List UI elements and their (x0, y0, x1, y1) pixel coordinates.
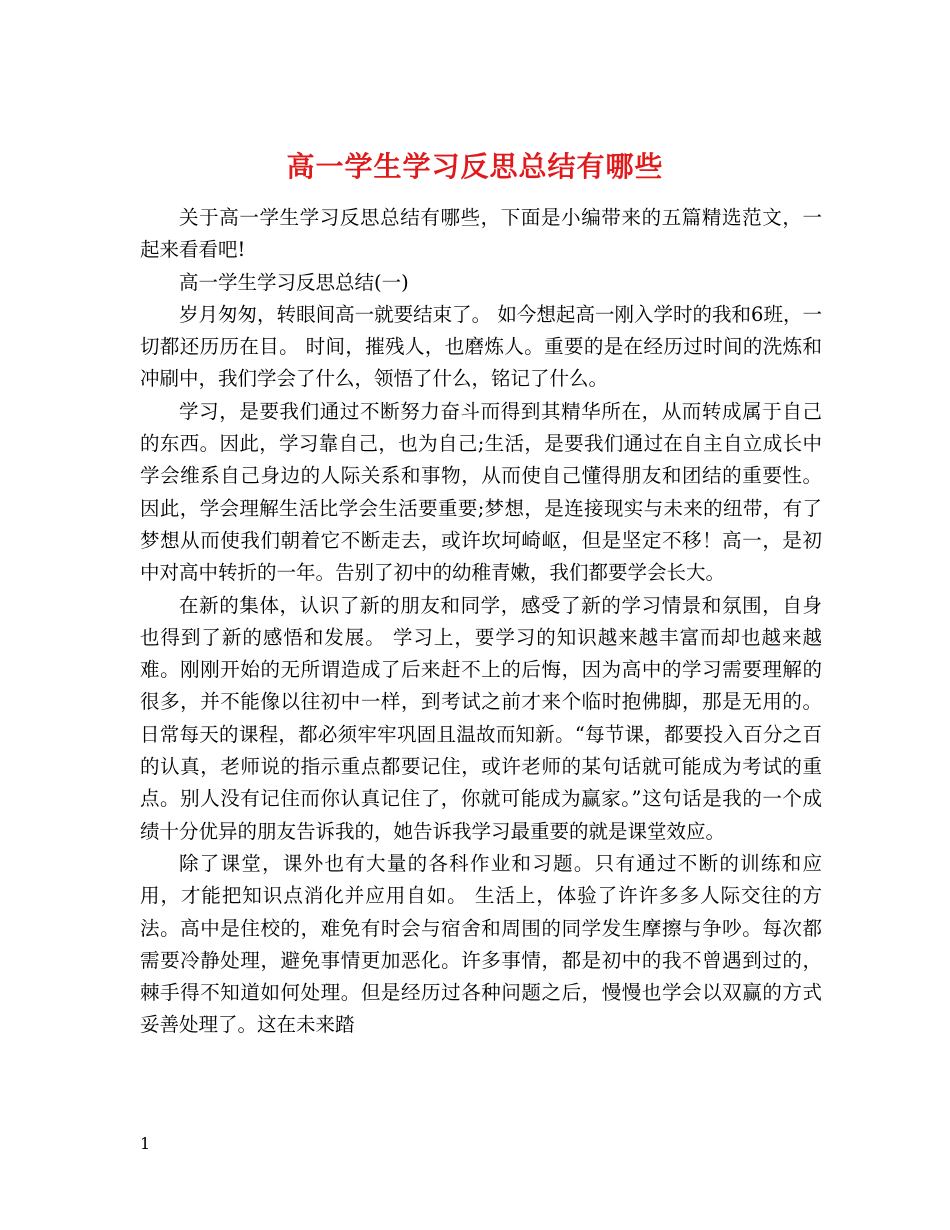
document-body (140, 202, 822, 1042)
document-title: 高一学生学习反思总结有哪些 (286, 149, 664, 183)
body-paragraph: 在新的集体，认识了新的朋友和同学，感受了新的学习情景和氛围，自身也得到了新的感悟和发展。 学习上，要学习的知识越来越丰富而却也越来越难。刚刚开始的无所谓造成了后来赶不上的后悔，因为高中的学习需要理解的很多，并不能像以往初中一样，到考试之前才来个临时抱佛脚，那是无用的。日常每天的课程，都必须牢牢巩固且温故而知新。“每节课，都要投入百分之百的认真，老师说的指示重点都要记住，或许老师的某句话就可能成为考试的重点。别人没有记住而你认真记住了，你就可能成为赢家。”这句话是我的一个成绩十分优异的朋友告诉我的，她告诉我学习最重要的就是课堂效应。 (140, 593, 822, 843)
body-paragraph: 学习，是要我们通过不断努力奋斗而得到其精华所在，从而转成属于自己的东西。因此，学习靠自己，也为自己;生活，是要我们通过在自主自立成长中学会维系自己身边的人际关系和事物，从而使自己懂得朋友和团结的重要性。因此，学会理解生活比学会生活要重要;梦想，是连接现实与未来的纽带，有了梦想从而使我们朝着它不断走去，或许坎坷崎岖，但是坚定不移！高一，是初中对高中转折的一年。告别了初中的幼稚青嫩，我们都要学会长大。 (140, 399, 822, 585)
intro-paragraph: 关于高一学生学习反思总结有哪些，下面是小编带来的五篇精选范文，一起来看看吧! (140, 206, 822, 262)
section-heading: 高一学生学习反思总结(一) (179, 270, 409, 294)
page-number: 1 (140, 1134, 151, 1153)
body-paragraph: 除了课堂，课外也有大量的各科作业和习题。只有通过不断的训练和应用，才能把知识点消化并应用自如。 生活上，体验了许许多多人际交往的方法。高中是住校的，难免有时会与宿舍和周围的同学发生摩擦与争吵。每次都需要冷静处理，避免事情更加恶化。许多事情，都是初中的我不曾遇到过的，棘手得不知道如何处理。但是经历过各种问题之后，慢慢也学会以双赢的方式妥善处理了。这在未来踏 (140, 851, 822, 1037)
body-paragraph: 岁月匆匆，转眼间高一就要结束了。 如今想起高一刚入学时的我和6班，一切都还历历在目。 时间，摧残人，也磨炼人。重要的是在经历过时间的洗炼和冲刷中，我们学会了什么，领悟了什么，铭记了什么。 (140, 302, 822, 391)
